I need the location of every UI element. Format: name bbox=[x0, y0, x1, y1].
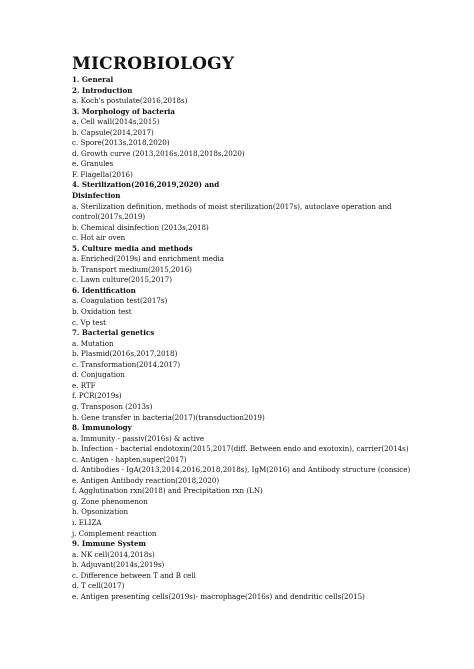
topic-item: g. Zone phenomenon bbox=[72, 496, 148, 506]
topic-item: d. T cell(2017) bbox=[72, 581, 125, 591]
topic-item: a. Coagulation test(2017s) bbox=[72, 296, 168, 306]
section-heading: 7. Bacterial genetics bbox=[72, 328, 155, 338]
topic-item: b. Capsule(2014,2017) bbox=[72, 127, 154, 137]
section-heading: 1. General bbox=[72, 75, 114, 84]
topic-item: d. Growth curve (2013,2016s,2018,2018s,2020) bbox=[72, 148, 245, 158]
topic-item: d. Antibodies - IgA(2013,2014,2016,2018,2018s), IgM(2016) and Antibody structure (consice) bbox=[72, 465, 411, 475]
topic-item: b. Infection - bacterial endotoxin(2015,2017(diff. Between endo and exotoxin), carrier(2014s) bbox=[72, 444, 409, 454]
topic-list bbox=[72, 75, 464, 602]
topic-item: c. Spore(2013s,2018,2020) bbox=[72, 138, 170, 148]
topic-item: b. Oxidation test bbox=[72, 307, 132, 317]
section-heading: 9. Immune System bbox=[72, 539, 147, 549]
topic-item: e. Antigen Antibody reaction(2018,2020) bbox=[72, 475, 220, 485]
topic-item: e. Granules bbox=[72, 159, 114, 169]
topic-item: b. Chemical disinfection (2013s,2018) bbox=[72, 222, 209, 232]
topic-item: c. Difference between T and B cell bbox=[72, 570, 196, 580]
topic-item: c. Transformation(2014,2017) bbox=[72, 359, 181, 369]
topic-item: e. Antigen presenting cells(2019s)- macrophage(2016s) and dendritic cells(2015) bbox=[72, 591, 365, 601]
topic-item: a. Sterilization definition, methods of moist sterilization(2017s), autoclave operation and control(2017s,2019) bbox=[72, 201, 392, 222]
section-heading: 6. Identification bbox=[72, 285, 136, 295]
section-heading: 2. Introduction bbox=[72, 85, 133, 95]
topic-item: h. Gene transfer in bacteria(2017)(transduction2019) bbox=[72, 412, 265, 422]
topic-item: c. Lawn culture(2015,2017) bbox=[72, 275, 173, 285]
topic-item: a. NK cell(2014,2018s) bbox=[72, 549, 155, 559]
topic-item: b. Transport medium(2015,2016) bbox=[72, 264, 192, 274]
topic-item: a. Koch's postulate(2016,2018s) bbox=[72, 96, 188, 106]
topic-item: c. Vp test bbox=[72, 317, 106, 327]
section-heading: 4. Sterilization(2016,2019,2020) and bbox=[72, 180, 220, 190]
topic-item: f. PCR(2019s) bbox=[72, 391, 122, 401]
topic-item: b. Adjuvant(2014s,2019s) bbox=[72, 560, 165, 570]
topic-item: d. Conjugation bbox=[72, 370, 125, 380]
topic-item: b. Plasmid(2016s,2017,2018) bbox=[72, 349, 178, 359]
section-heading: 3. Morphology of bacteria bbox=[72, 106, 175, 116]
section-heading: 5. Culture media and methods bbox=[72, 243, 193, 253]
topic-item: a. Mutation bbox=[72, 338, 114, 348]
topic-item: j. Complement reaction bbox=[72, 528, 157, 538]
topic-item: F. Flagella(2016) bbox=[72, 169, 133, 179]
section-heading: 8. Immunology bbox=[72, 423, 132, 433]
topic-item: e. RTF bbox=[72, 380, 96, 390]
topic-item: h. Opsonization bbox=[72, 507, 129, 517]
document-page bbox=[72, 54, 464, 602]
topic-item: a. Immunity - passiv(2016s) & active bbox=[72, 433, 205, 443]
topic-item: i. ELIZA bbox=[72, 517, 102, 527]
document-title: MICROBIOLOGY bbox=[72, 54, 235, 74]
topic-item: a. Enriched(2019s) and enrichment media bbox=[72, 254, 225, 264]
topic-item: g. Transposon (2013s) bbox=[72, 401, 153, 411]
section-heading: Disinfection bbox=[72, 191, 121, 201]
topic-item: f. Agglutination rxn(2018) and Precipitation rxn (LN) bbox=[72, 486, 263, 496]
topic-item: c. Antigen - hapten,super(2017) bbox=[72, 454, 187, 464]
topic-item: c. Hot air oven bbox=[72, 233, 126, 243]
topic-item: a. Cell wall(2014s,2015) bbox=[72, 117, 160, 127]
